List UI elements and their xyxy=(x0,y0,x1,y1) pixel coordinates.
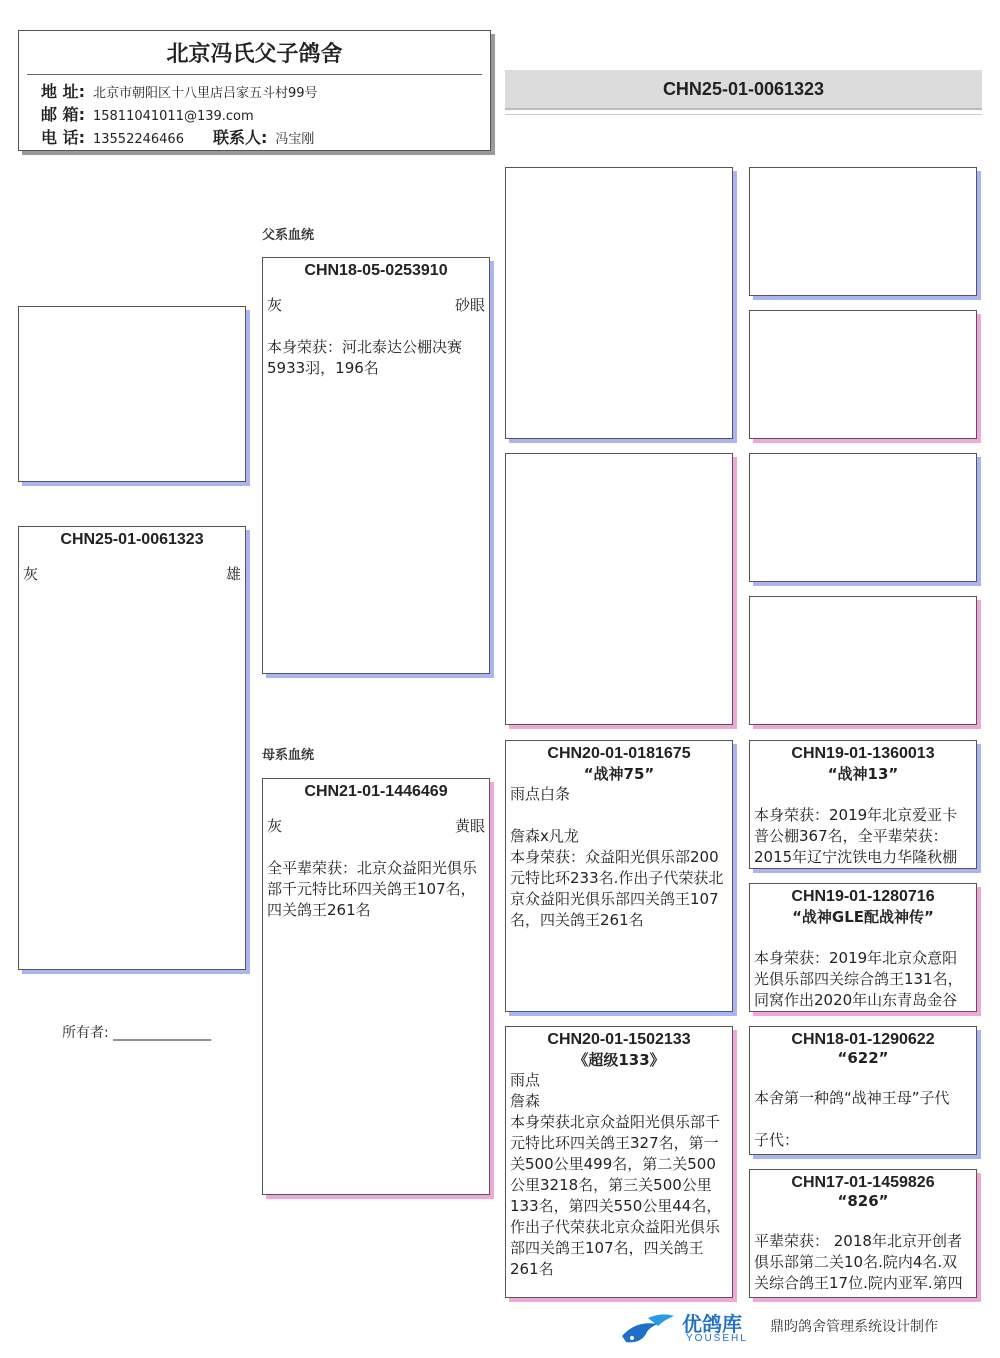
photo-box xyxy=(749,310,977,439)
photo-box xyxy=(749,453,977,582)
footer xyxy=(618,1308,978,1352)
ggs2-ring: CHN18-01-1290622 xyxy=(791,1031,935,1048)
photo-box xyxy=(505,167,733,439)
loft-title: 北京冯氏父子鸽舍 xyxy=(166,42,343,67)
sire-card xyxy=(262,257,490,674)
loft-header xyxy=(18,30,491,151)
granddam-color: 雨点 xyxy=(510,1071,541,1089)
dam-notes: 全平辈荣获：北京众益阳光俱乐部千元特比环四关鸽王107名，四关鸽王261名 xyxy=(267,859,478,919)
great-grandsire-1-card xyxy=(749,740,977,869)
photo-box xyxy=(18,306,246,482)
credit-text: 鼎昀鸽舍管理系统设计制作 xyxy=(770,1319,938,1335)
dam-eye: 黄眼 xyxy=(454,817,485,835)
banner-underline xyxy=(505,114,982,115)
dam-ring: CHN21-01-1446469 xyxy=(304,783,448,800)
grandsire-card xyxy=(505,740,733,1012)
great-grandsire-2-card xyxy=(749,1026,977,1155)
granddam-notes: 詹森 本身荣获北京众益阳光俱乐部千元特比环四关鸽王327名，第一关500公里499名，第二关500公里3218名，第三关500公里133名，第四关550公里44名，作出子代荣获北京众益阳光俱乐部四关鸽王107名，四关鸽王261名 xyxy=(510,1092,722,1278)
grandsire-notes: 詹森x凡龙 本身荣获：众益阳光俱乐部200元特比环233名.作出子代荣获北京众益阳光俱乐部四关鸽王107名，四关鸽王261名 xyxy=(510,827,724,929)
sire-section-label: 父系血统 xyxy=(262,228,315,243)
subject-ring: CHN25-01-0061323 xyxy=(60,531,204,548)
ring-banner xyxy=(505,70,982,110)
granddam-ring: CHN20-01-1502133 xyxy=(547,1031,691,1048)
subject-color: 灰 xyxy=(23,565,39,583)
owner-blank: ______________ xyxy=(113,1025,212,1041)
granddam-name: 《超级133》 xyxy=(573,1051,665,1069)
logo-cn: 优鸽库 xyxy=(682,1312,742,1336)
contact-value: 冯宝刚 xyxy=(275,132,315,147)
ggd1-ring: CHN19-01-1280716 xyxy=(791,888,935,905)
email-label: 邮 箱: xyxy=(41,105,85,124)
ggd2-ring: CHN17-01-1459826 xyxy=(791,1174,935,1191)
dam-card xyxy=(262,778,490,1195)
grandsire-name: “战神75” xyxy=(583,765,655,783)
ggs2-notes: 本舍第一种鸽“战神王母”子代 子代： xyxy=(754,1089,950,1149)
ggs1-name: “战神13” xyxy=(827,765,899,783)
header-divider xyxy=(27,74,482,75)
logo-en: YOUSEHL xyxy=(686,1333,748,1344)
ggs1-notes: 本身荣获：2019年北京爱亚卡普公棚367名，全平辈荣获：2015年辽宁沈铁电力华隆秋棚 xyxy=(754,806,958,866)
owner-label: 所有者: xyxy=(62,1025,109,1041)
owner-line xyxy=(62,1022,211,1042)
ggd2-name: “826” xyxy=(837,1192,889,1210)
grandsire-ring: CHN20-01-0181675 xyxy=(547,745,691,762)
sire-notes: 本身荣获：河北泰达公棚决赛5933羽，196名 xyxy=(267,338,463,377)
subject-card xyxy=(18,526,246,970)
dam-section-label: 母系血统 xyxy=(262,748,315,763)
pigeon-logo-icon xyxy=(618,1310,678,1350)
phone-label: 电 话: xyxy=(41,128,85,147)
email-value: 15811041011@139.com xyxy=(92,109,254,124)
address-value: 北京市朝阳区十八里店吕家五斗村99号 xyxy=(92,86,318,101)
photo-box xyxy=(505,453,733,725)
sire-color: 灰 xyxy=(267,296,283,314)
contact-label: 联系人: xyxy=(212,128,268,147)
photo-box xyxy=(749,596,977,725)
banner-ring-number: CHN25-01-0061323 xyxy=(662,79,825,99)
ggd1-name: “战神GLE配战神传” xyxy=(792,908,934,926)
subject-sex: 雄 xyxy=(225,565,241,583)
grandsire-color: 雨点白条 xyxy=(510,785,571,803)
dam-color: 灰 xyxy=(267,817,283,835)
great-granddam-2-card xyxy=(749,1169,977,1298)
sire-ring: CHN18-05-0253910 xyxy=(304,262,448,279)
granddam-card xyxy=(505,1026,733,1298)
great-granddam-1-card xyxy=(749,883,977,1012)
photo-box xyxy=(749,167,977,296)
sire-eye: 砂眼 xyxy=(454,296,485,314)
ggd1-notes: 本身荣获：2019年北京众意阳光俱乐部四关综合鸽王131名，同窝作出2020年山东青岛金谷 xyxy=(754,949,963,1009)
ggs2-name: “622” xyxy=(837,1049,889,1067)
ggd2-notes: 平辈荣获： 2018年北京开创者俱乐部第二关10名.院内4名.双关综合鸽王17位.院内亚军.第四 xyxy=(754,1232,963,1292)
address-label: 地 址: xyxy=(41,82,85,101)
ggs1-ring: CHN19-01-1360013 xyxy=(791,745,935,762)
phone-value: 13552246466 xyxy=(92,132,184,147)
